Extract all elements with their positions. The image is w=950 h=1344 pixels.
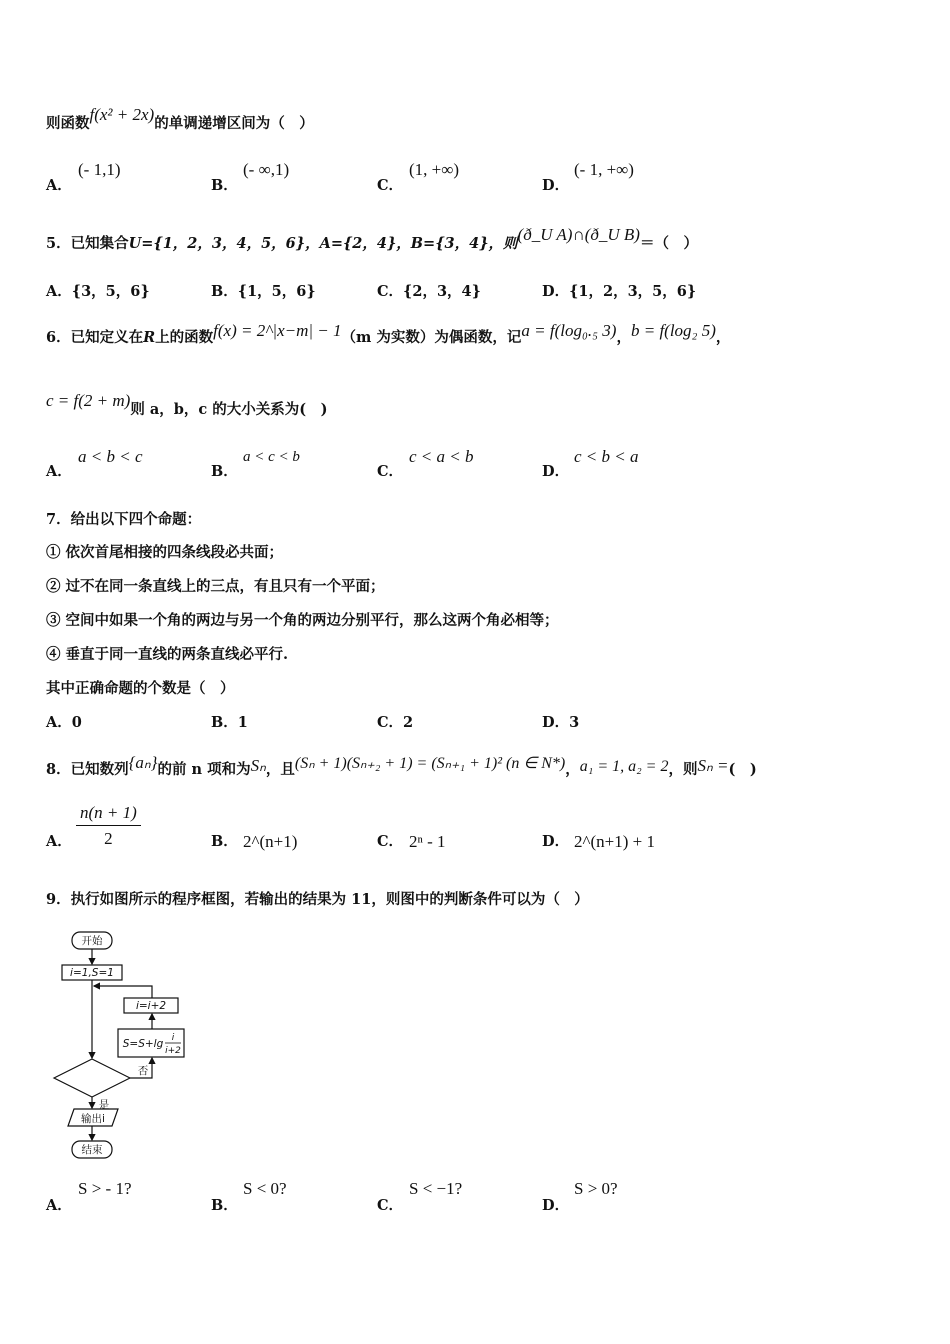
q8-option-d-label: D． xyxy=(542,833,570,850)
flow-update-text: S=S+lg xyxy=(122,1038,164,1050)
q8-option-c-value: 2ⁿ - 1 xyxy=(409,832,446,851)
q6-function-def: f(x) = 2^|x−m| − 1 xyxy=(213,321,342,340)
q8-option-c-label: C． xyxy=(377,833,404,850)
q7-option-a: A．0 xyxy=(46,714,82,731)
q9-option-b-value: S < 0? xyxy=(243,1179,287,1198)
flow-decision-node xyxy=(54,1059,130,1097)
q7-stem: 7．给出以下四个命题： xyxy=(46,511,202,528)
q7-proposition-4: ④ 垂直于同一直线的两条直线必平行. xyxy=(46,646,289,663)
q7-proposition-2: ② 过不在同一条直线上的三点，有且只有一个平面； xyxy=(46,578,385,595)
q8-sequence: {aₙ} xyxy=(128,753,158,772)
q7-option-b: B．1 xyxy=(211,714,248,731)
q6-a-def: a = f(log₀.₅ 3) xyxy=(521,321,617,340)
q9-option-c-label: C． xyxy=(377,1197,404,1214)
q7-question: 其中正确命题的个数是（ ） xyxy=(46,680,235,697)
q8-option-d-value: 2^(n+1) + 1 xyxy=(574,832,655,851)
q4-stem xyxy=(46,105,314,133)
q6-option-a-label: A． xyxy=(46,463,72,480)
q4-option-b-value: (- ∞,1) xyxy=(243,160,290,179)
q9-option-d-value: S > 0? xyxy=(574,1179,618,1198)
q4-option-b-label: B． xyxy=(211,177,238,194)
q8-stem-paren: ( ) xyxy=(728,761,757,778)
q8-option-b-value: 2^(n+1) xyxy=(243,832,298,851)
q8-stem-then: ，则 xyxy=(668,761,698,778)
q8-initial-values: a₁ = 1, a₂ = 2 xyxy=(579,758,669,775)
q4-option-a-value: (- 1,1) xyxy=(78,160,121,179)
q4-option-d-label: D． xyxy=(542,177,570,194)
q8-option-a-fraction xyxy=(76,803,141,849)
q5-option-b: B．{1，5，6} xyxy=(211,283,316,300)
q6-R: R xyxy=(143,329,156,346)
q5-stem-prefix: 5．已知集合 xyxy=(46,235,129,252)
flow-output-text: 输出i xyxy=(81,1113,105,1125)
q6-option-d-value: c < b < a xyxy=(574,447,639,466)
q6-stem-ask: 则 a，b，c 的大小关系为( ) xyxy=(130,401,328,418)
flow-end-text: 结束 xyxy=(81,1144,103,1156)
q8-option-a-numerator: n(n + 1) xyxy=(76,803,141,826)
q8-stem-prefix: 8．已知数列 xyxy=(46,761,129,778)
q5-sets: U={1，2，3，4，5，6}，A={2，4}，B={3，4}，则 xyxy=(128,235,518,252)
q4-option-c-label: C． xyxy=(377,177,404,194)
q5-option-c: C．{2，3，4} xyxy=(377,283,481,300)
q5-complement-expr: (ð_U A)∩(ð_U B) xyxy=(517,225,640,244)
q5-option-d: D．{1，2，3，5，6} xyxy=(542,283,697,300)
flow-fraction-numerator: i xyxy=(171,1033,175,1043)
q4-function-expr: f(x² + 2x) xyxy=(89,105,155,124)
q5-option-a: A．{3，5，6} xyxy=(46,283,150,300)
q6-stem-prefix: 6．已知定义在 xyxy=(46,329,144,346)
q9-option-a-label: A． xyxy=(46,1197,72,1214)
q8-recurrence: (Sₙ + 1)(Sₙ₊₂ + 1) = (Sₙ₊₁ + 1)² (n ∈ N*) xyxy=(294,755,566,772)
q6-option-b-value: a < c < b xyxy=(243,449,300,465)
q4-stem-suffix: 的单调递增区间为（ ） xyxy=(154,115,314,132)
q8-option-a-denominator: 2 xyxy=(104,829,113,848)
q6-stem-line2 xyxy=(46,391,328,419)
q6-b-def: b = f(log₂ 5) xyxy=(630,321,716,340)
q6-option-d-label: D． xyxy=(542,463,570,480)
q5-stem-suffix: ＝（ ） xyxy=(639,235,698,252)
q4-option-a-label: A． xyxy=(46,177,72,194)
q7-proposition-1: ① 依次首尾相接的四条线段必共面； xyxy=(46,544,284,561)
q8-stem: 8．已知数列{aₙ}的前 n 项和为Sₙ，且(Sₙ + 1)(Sₙ₊₂ + 1) = (Sₙ₊₁ + 1)² (n ∈ N*)，a₁ = 1, a₂ = 2，则Sₙ =( ) xyxy=(46,753,757,778)
q8-stem-mid: 的前 n 项和为 xyxy=(157,761,251,778)
q7-option-d: D．3 xyxy=(542,714,580,731)
flow-yes-label: 是 xyxy=(98,1099,110,1111)
q6-option-b-label: B． xyxy=(211,463,238,480)
q4-option-c-value: (1, +∞) xyxy=(409,160,460,179)
q9-flowchart xyxy=(46,928,206,1160)
flow-init-text: i=1,S=1 xyxy=(70,967,114,979)
q6-stem-note: （m 为实数）为偶函数，记 xyxy=(341,329,522,346)
q7-option-c: C．2 xyxy=(377,714,414,731)
q6-option-a-value: a < b < c xyxy=(78,447,143,466)
q9-stem: 9．执行如图所示的程序框图，若输出的结果为 11，则图中的判断条件可以为（ ） xyxy=(46,891,589,908)
q8-ask: Sₙ = xyxy=(697,756,729,775)
q7-proposition-3: ③ 空间中如果一个角的两边与另一个角的两边分别平行，那么这两个角必相等； xyxy=(46,612,559,629)
q9-option-c-value: S < −1? xyxy=(409,1179,463,1198)
q4-option-d-value: (- 1, +∞) xyxy=(574,160,634,179)
q6-option-c-value: c < a < b xyxy=(409,447,474,466)
flow-start-text: 开始 xyxy=(81,935,103,947)
q4-stem-prefix: 则函数 xyxy=(46,115,90,132)
q8-option-b-label: B． xyxy=(211,833,238,850)
q6-stem-mid: 上的函数 xyxy=(155,329,214,346)
q9-option-a-value: S > - 1? xyxy=(78,1179,132,1198)
q9-option-d-label: D． xyxy=(542,1197,570,1214)
q5-stem xyxy=(46,225,698,253)
q8-sn: Sₙ xyxy=(250,756,266,775)
q6-stem: 6．已知定义在R上的函数f(x) = 2^|x−m| − 1（m 为实数）为偶函数，记a = f(log₀.₅ 3)，b = f(log₂ 5)， xyxy=(46,321,731,346)
q8-option-a-label: A． xyxy=(46,833,72,850)
flow-increment-text: i=i+2 xyxy=(135,1000,167,1012)
q9-option-b-label: B． xyxy=(211,1197,238,1214)
q8-stem-and: ，且 xyxy=(265,761,295,778)
q6-c-def: c = f(2 + m) xyxy=(46,391,131,410)
q6-option-c-label: C． xyxy=(377,463,404,480)
flow-fraction-denominator: i+2 xyxy=(165,1046,181,1056)
flow-no-label: 否 xyxy=(137,1065,149,1077)
